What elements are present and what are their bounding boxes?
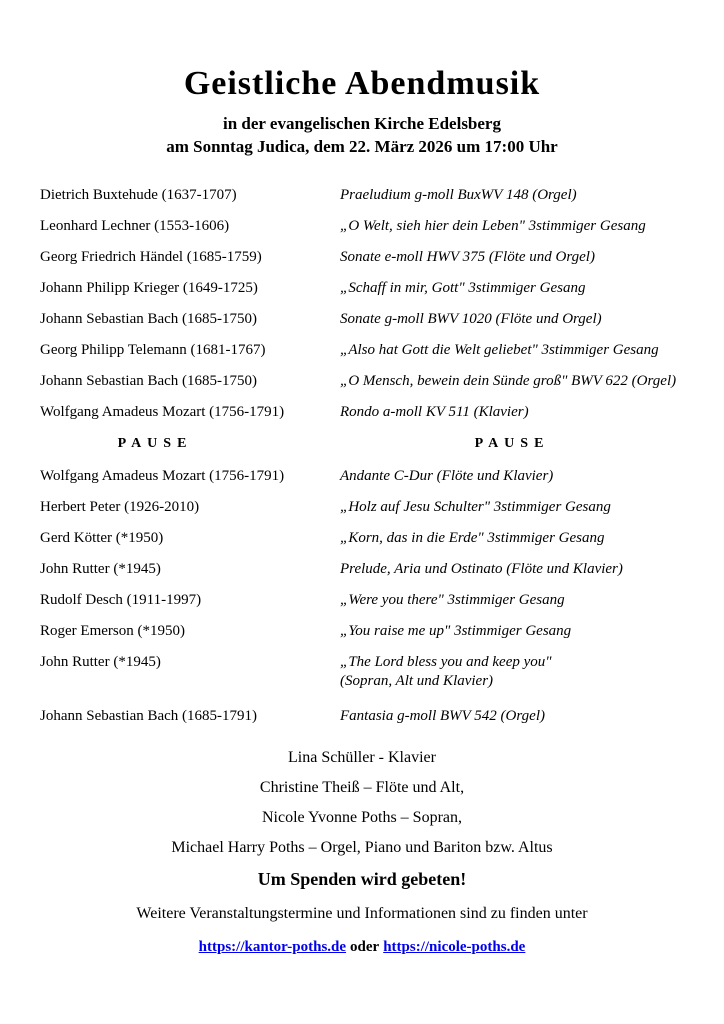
program-row	[40, 529, 684, 548]
program-row	[40, 707, 684, 726]
work-title: „You raise me up" 3stimmiger Gesang	[340, 623, 572, 639]
composer-name: Wolfgang Amadeus Mozart (1756-1791)	[40, 468, 285, 484]
link-separator: oder	[350, 939, 380, 955]
work-title: Rondo a-moll KV 511 (Klavier)	[340, 404, 529, 420]
work-title: Sonate g-moll BWV 1020 (Flöte und Orgel)	[340, 311, 602, 327]
program-row	[40, 403, 684, 422]
composer-name: Wolfgang Amadeus Mozart (1756-1791)	[40, 404, 285, 420]
composer-name: Gerd Kötter (*1950)	[40, 530, 164, 546]
subtitle-location: in der evangelischen Kirche Edelsberg	[223, 114, 501, 133]
work-title: Prelude, Aria und Ostinato (Flöte und Klavier)	[340, 561, 623, 577]
program-row	[40, 341, 684, 360]
work-title: „Also hat Gott die Welt geliebet" 3stimmiger Gesang	[340, 342, 659, 358]
program-row	[40, 622, 684, 641]
pause-row	[40, 434, 684, 453]
program-row	[40, 653, 684, 691]
program-row	[40, 217, 684, 236]
work-title: „Were you there" 3stimmiger Gesang	[340, 592, 565, 608]
composer-name: Rudolf Desch (1911-1997)	[40, 592, 202, 608]
composer-name: John Rutter (*1945)	[40, 561, 161, 577]
performers-list	[40, 748, 684, 858]
work-title: Sonate e-moll HWV 375 (Flöte und Orgel)	[340, 249, 595, 265]
work-title: „Holz auf Jesu Schulter" 3stimmiger Gesang	[340, 499, 611, 515]
info-text: Weitere Veranstaltungstermine und Informationen sind zu finden unter	[136, 905, 588, 922]
composer-name: Johann Sebastian Bach (1685-1750)	[40, 311, 258, 327]
nicole-poths-link[interactable]: https://nicole-poths.de	[383, 939, 526, 955]
program-row	[40, 186, 684, 205]
composer-name: Georg Philipp Telemann (1681-1767)	[40, 342, 266, 358]
pause-label: PAUSE	[117, 436, 193, 451]
composer-name: Herbert Peter (1926-2010)	[40, 499, 200, 515]
program-row	[40, 591, 684, 610]
composer-name: John Rutter (*1945)	[40, 654, 161, 670]
composer-name: Georg Friedrich Händel (1685-1759)	[40, 249, 262, 265]
links-line	[40, 937, 684, 957]
subtitle-datetime: am Sonntag Judica, dem 22. März 2026 um 17:00 Uhr	[166, 137, 558, 156]
program-row	[40, 498, 684, 517]
work-title: „O Mensch, bewein dein Sünde groß" BWV 622 (Orgel)	[340, 373, 677, 389]
composer-name: Dietrich Buxtehude (1637-1707)	[40, 187, 237, 203]
composer-name: Johann Philipp Krieger (1649-1725)	[40, 280, 258, 296]
composer-name: Roger Emerson (*1950)	[40, 623, 185, 639]
work-title: „O Welt, sieh hier dein Leben" 3stimmiger Gesang	[340, 218, 646, 234]
donation-note: Um Spenden wird gebeten!	[257, 869, 467, 889]
performer: Nicole Yvonne Poths – Sopran,	[261, 809, 462, 826]
work-title: Andante C-Dur (Flöte und Klavier)	[340, 468, 554, 484]
page-title: Geistliche Abendmusik	[183, 65, 541, 102]
work-title: Praeludium g-moll BuxWV 148 (Orgel)	[340, 187, 577, 203]
program-row	[40, 372, 684, 391]
work-title-line1: „The Lord bless you and keep you"	[340, 654, 552, 670]
pause-right	[340, 434, 684, 453]
composer-name: Johann Sebastian Bach (1685-1750)	[40, 373, 258, 389]
program-row	[40, 310, 684, 329]
program-row	[40, 248, 684, 267]
kantor-poths-link[interactable]: https://kantor-poths.de	[198, 939, 347, 955]
composer-name: Johann Sebastian Bach (1685-1791)	[40, 708, 258, 724]
performer: Christine Theiß – Flöte und Alt,	[259, 779, 465, 796]
pause-left	[40, 434, 340, 453]
performer: Michael Harry Poths – Orgel, Piano und Bariton bzw. Altus	[171, 839, 553, 856]
work-title: „Korn, das in die Erde" 3stimmiger Gesang	[340, 530, 605, 546]
program-row	[40, 467, 684, 486]
work-title: „Schaff in mir, Gott" 3stimmiger Gesang	[340, 280, 586, 296]
program-list	[40, 186, 684, 726]
pause-label: PAUSE	[474, 436, 550, 451]
work-title	[340, 653, 684, 691]
program-row	[40, 279, 684, 298]
performer: Lina Schüller - Klavier	[288, 749, 436, 766]
work-title: Fantasia g-moll BWV 542 (Orgel)	[340, 708, 545, 724]
work-title-line2: (Sopran, Alt und Klavier)	[340, 673, 494, 689]
program-row	[40, 560, 684, 579]
composer-name: Leonhard Lechner (1553-1606)	[40, 218, 230, 234]
